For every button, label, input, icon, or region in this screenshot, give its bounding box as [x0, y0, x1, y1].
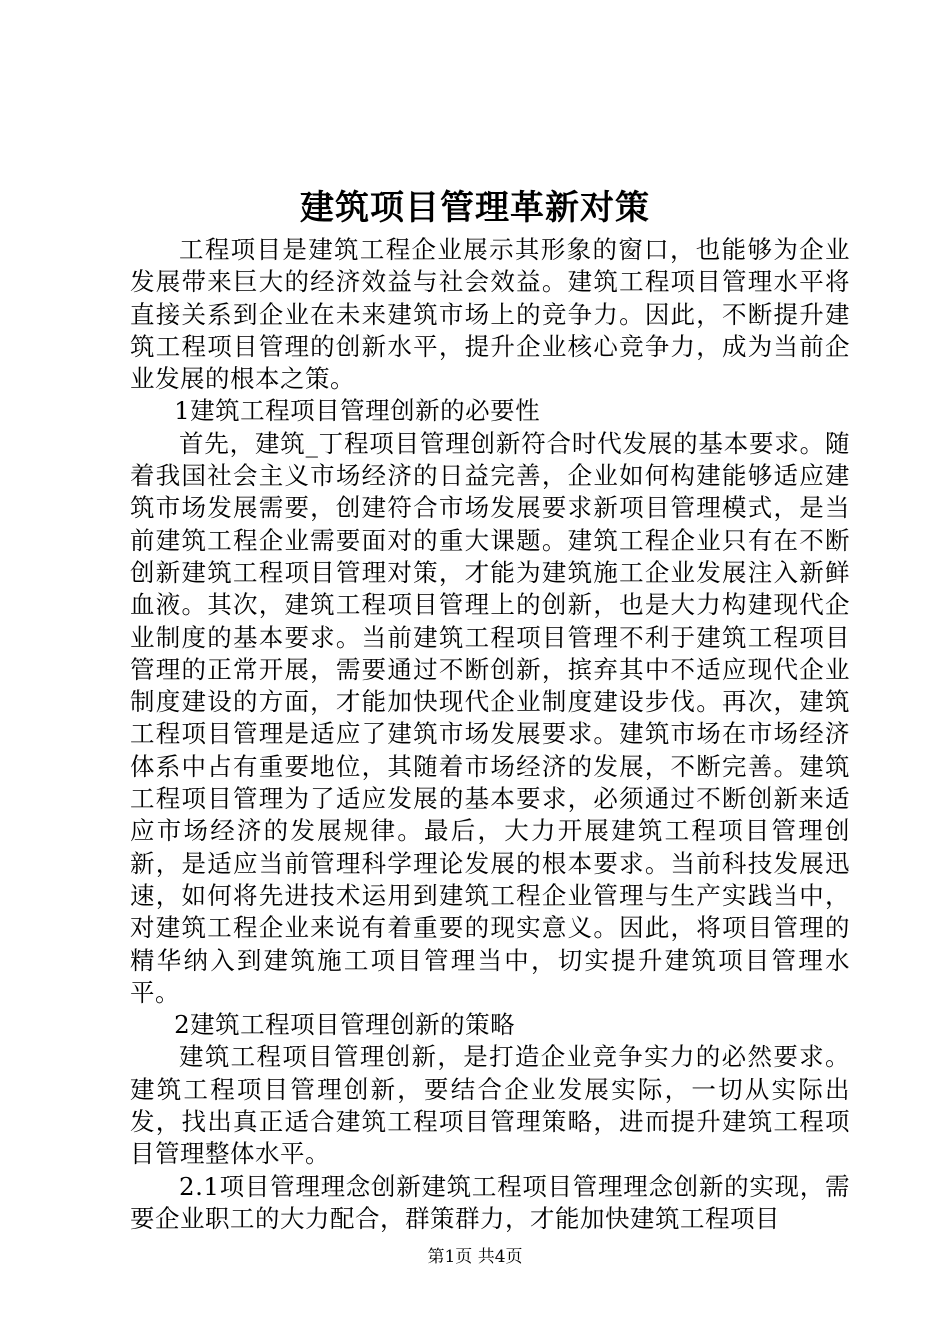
- section-heading-1: 1建筑工程项目管理创新的必要性: [174, 396, 541, 426]
- page-footer: 第1页 共4页: [427, 1247, 523, 1267]
- section-heading-2: 2建筑工程项目管理创新的策略: [174, 1010, 516, 1040]
- document-body: [130, 234, 850, 1235]
- paragraph-concept-innovation: 2.1项目管理理念创新建筑工程项目管理理念创新的实现，需要企业职工的大力配合，群策群力，才能加快建筑工程项目: [130, 1171, 850, 1233]
- document-title: 建筑项目管理革新对策: [300, 188, 650, 228]
- paragraph-strategy: 建筑工程项目管理创新，是打造企业竞争实力的必然要求。建筑工程项目管理创新，要结合企业发展实际，一切从实际出发，找出真正适合建筑工程项目管理策略，进而提升建筑工程项目管理整体水平。: [130, 1042, 850, 1169]
- paragraph-intro: 工程项目是建筑工程企业展示其形象的窗口，也能够为企业发展带来巨大的经济效益与社会效益。建筑工程项目管理水平将直接关系到企业在未来建筑市场上的竞争力。因此，不断提升建筑工程项目管理的创新水平，提升企业核心竞争力，成为当前企业发展的根本之策。: [130, 235, 850, 394]
- paragraph-necessity: 首先，建筑_丁程项目管理创新符合时代发展的基本要求。随着我国社会主义市场经济的日益完善，企业如何构建能够适应建筑市场发展需要，创建符合市场发展要求新项目管理模式，是当前建筑工程企业需要面对的重大课题。建筑工程企业只有在不断创新建筑工程项目管理对策，才能为建筑施工企业发展注入新鲜血液。其次，建筑工程项目管理上的创新，也是大力构建现代企业制度的基本要求。当前建筑工程项目管理不利于建筑工程项目管理的正常开展，需要通过不断创新，摈弃其中不适应现代企业制度建设的方面，才能加快现代企业制度建设步伐。再次，建筑工程项目管理是适应了建筑市场发展要求。建筑市场在市场经济体系中占有重要地位，其随着市场经济的发展，不断完善。建筑工程项目管理为了适应发展的基本要求，必须通过不断创新来适应市场经济的发展规律。最后，大力开展建筑工程项目管理创新，是适应当前管理科学理论发展的根本要求。当前科技发展迅速，如何将先进技术运用到建筑工程企业管理与生产实践当中，对建筑工程企业来说有着重要的现实意义。因此，将项目管理的精华纳入到建筑施工项目管理当中，切实提升建筑项目管理水平。: [130, 428, 850, 1007]
